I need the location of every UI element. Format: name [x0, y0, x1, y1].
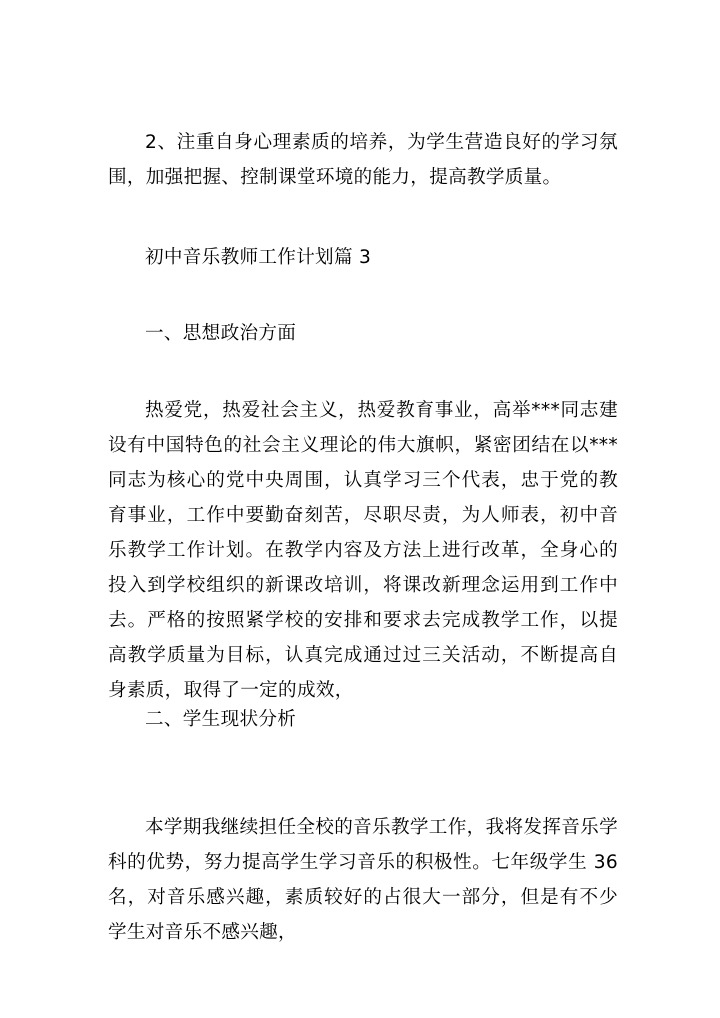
paragraph-politics: 热爱党，热爱社会主义，热爱教育事业，高举***同志建设有中国特色的社会主义理论的伟大旗帜，紧密团结在以***同志为核心的党中央周围，认真学习三个代表，忠于党的教育事业，工作中要勤奋刻苦，尽职尽责，为人师表，初中音乐教学工作计划。在教学内容及方法上进行改革，全身心的投入到学校组织的新课改培训，将课改新理念运用到工作中去。严格的按照紧学校的安排和要求去完成教学工作，以提高教学质量为目标，认真完成通过过三关活动，不断提高自身素质，取得了一定的成效，: [108, 400, 618, 701]
section-heading-politics: 一、思想政治方面: [145, 323, 297, 344]
paragraph-students: 本学期我继续担任全校的音乐教学工作，我将发挥音乐学科的优势，努力提高学生学习音乐的积极性。七年级学生 36 名，对音乐感兴趣，素质较好的占很大一部分，但是有不少学生对音乐不感兴趣，: [108, 817, 618, 943]
paragraph-quality: 2、注重自身心理素质的培养，为学生营造良好的学习氛围，加强把握、控制课堂环境的能力，提高教学质量。: [108, 132, 618, 188]
article-title: 初中音乐教师工作计划篇 3: [145, 247, 372, 268]
section-heading-students: 二、学生现状分析: [145, 709, 297, 730]
